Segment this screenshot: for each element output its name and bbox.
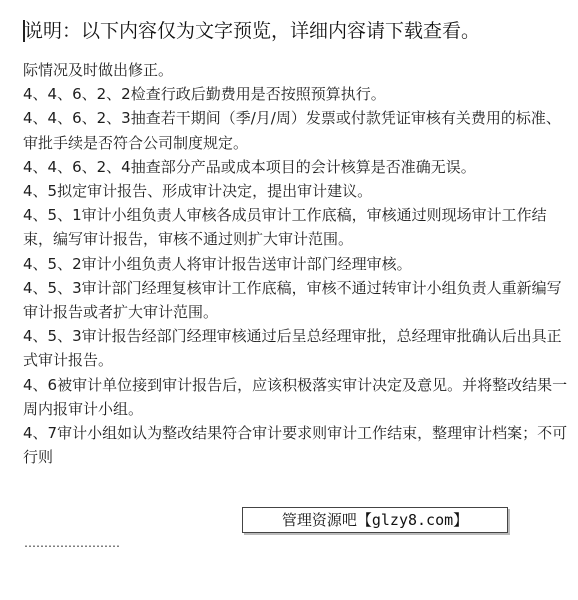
paragraph: 4、4、6、2、4抽查部分产品或成本项目的会计核算是否准确无误。 (23, 157, 476, 176)
paragraph: 4、5拟定审计报告、形成审计决定，提出审计建议。 (23, 182, 373, 201)
paragraph: 4、4、6、2、2检查行政后勤费用是否按照预算执行。 (23, 85, 386, 104)
paragraph: 4、5、1审计小组负责人审核各成员审计工作底稿，审核通过则现场审计工作结束，编写审计报告，审核不通过则扩大审计范围。 (23, 206, 547, 249)
paragraph: 4、6被审计单位接到审计报告后，应该积极落实审计决定及意见。并将整改结果一周内报审计小组。 (23, 375, 568, 418)
paragraph: 4、5、2审计小组负责人将审计报告送审计部门经理审核。 (23, 254, 412, 273)
paragraph: 4、5、3审计报告经部门经理审核通过后呈总经理审批，总经理审批确认后出具正式审计报告。 (23, 327, 562, 370)
paragraph: 4、5、3审计部门经理复核审计工作底稿，审核不通过转审计小组负责人重新编写审计报告或者扩大审计范围。 (23, 278, 562, 322)
paragraph: 4、7审计小组如认为整改结果符合审计要求则审计工作结束，整理审计档案；不可行则 (23, 424, 568, 467)
paragraph: 4、4、6、2、3抽查若干期间（季/月/周）发票或付款凭证审核有关费用的标准、审批手续是否符合公司制度规定。 (23, 109, 561, 152)
document-body (23, 58, 568, 469)
paragraph: 际情况及时做出修正。 (23, 61, 174, 79)
preview-notice: 说明：以下内容仅为文字预览，详细内容请下载查看。 (24, 20, 481, 42)
truncation-ellipsis: …………………… (24, 536, 120, 550)
site-watermark: 管理资源吧【glzy8.com】 (242, 507, 508, 533)
